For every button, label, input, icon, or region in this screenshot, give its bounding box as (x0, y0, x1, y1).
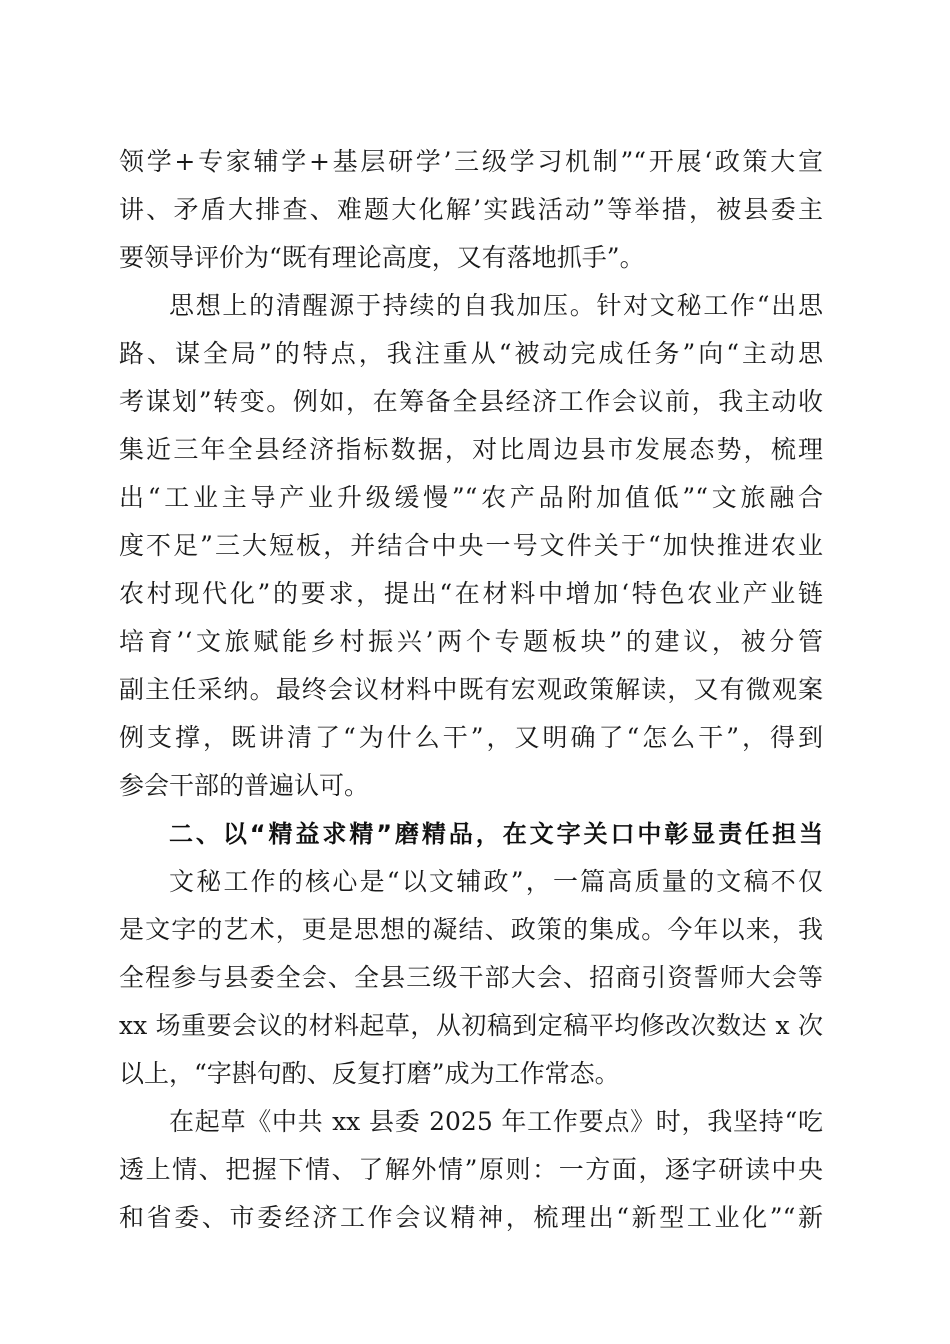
paragraph-2-line-7: 农村现代化”的要求，提出“在材料中增加‘特色农业产业链 (119, 579, 823, 608)
paragraph-2-line-2: 路、谋全局”的特点，我注重从“被动完成任务”向“主动思 (119, 339, 823, 368)
paragraph-2-line-8: 培育’‘文旅赋能乡村振兴’两个专题板块”的建议，被分管 (119, 627, 823, 656)
paragraph-3-line-1: 文秘工作的核心是“以文辅政”，一篇高质量的文稿不仅 (169, 867, 823, 896)
section-heading-2: 二、以“精益求精”磨精品，在文字关口中彰显责任担当 (169, 820, 823, 848)
paragraph-1-line-2: 讲、矛盾大排查、难题大化解’实践活动”等举措，被县委主 (119, 195, 823, 224)
paragraph-3-line-2: 是文字的艺术，更是思想的凝结、政策的集成。今年以来，我 (119, 915, 823, 944)
paragraph-3-line-3: 全程参与县委全会、全县三级干部大会、招商引资誓师大会等 (119, 963, 823, 992)
paragraph-3-line-5: 以上，“字斟句酌、反复打磨”成为工作常态。 (119, 1059, 620, 1088)
paragraph-2-line-9: 副主任采纳。最终会议材料中既有宏观政策解读，又有微观案 (119, 675, 823, 704)
paragraph-2-line-10: 例支撑，既讲清了“为什么干”，又明确了“怎么干”，得到 (119, 723, 823, 752)
paragraph-2-line-6: 度不足”三大短板，并结合中央一号文件关于“加快推进农业 (119, 531, 823, 560)
paragraph-4-line-3: 和省委、市委经济工作会议精神，梳理出“新型工业化”“新 (119, 1203, 823, 1232)
paragraph-4-line-2: 透上情、把握下情、了解外情”原则：一方面，逐字研读中央 (119, 1155, 823, 1184)
paragraph-4-line-1: 在起草《中共 xx 县委 2025 年工作要点》时，我坚持“吃 (169, 1107, 823, 1136)
paragraph-2-line-3: 考谋划”转变。例如，在筹备全县经济工作会议前，我主动收 (119, 387, 823, 416)
paragraph-2-line-5: 出“工业主导产业升级缓慢”“农产品附加值低”“文旅融合 (119, 483, 823, 512)
paragraph-1-line-1: 领学+专家辅学+基层研学’三级学习机制”“开展‘政策大宣 (119, 147, 823, 176)
paragraph-2-line-11: 参会干部的普遍认可。 (119, 771, 370, 800)
paragraph-2-line-1: 思想上的清醒源于持续的自我加压。针对文秘工作“出思 (169, 291, 823, 320)
paragraph-1-line-3: 要领导评价为“既有理论高度，又有落地抓手”。 (119, 243, 645, 272)
paragraph-2-line-4: 集近三年全县经济指标数据，对比周边县市发展态势，梳理 (119, 435, 823, 464)
paragraph-3-line-4: xx 场重要会议的材料起草，从初稿到定稿平均修改次数达 x 次 (119, 1011, 823, 1040)
